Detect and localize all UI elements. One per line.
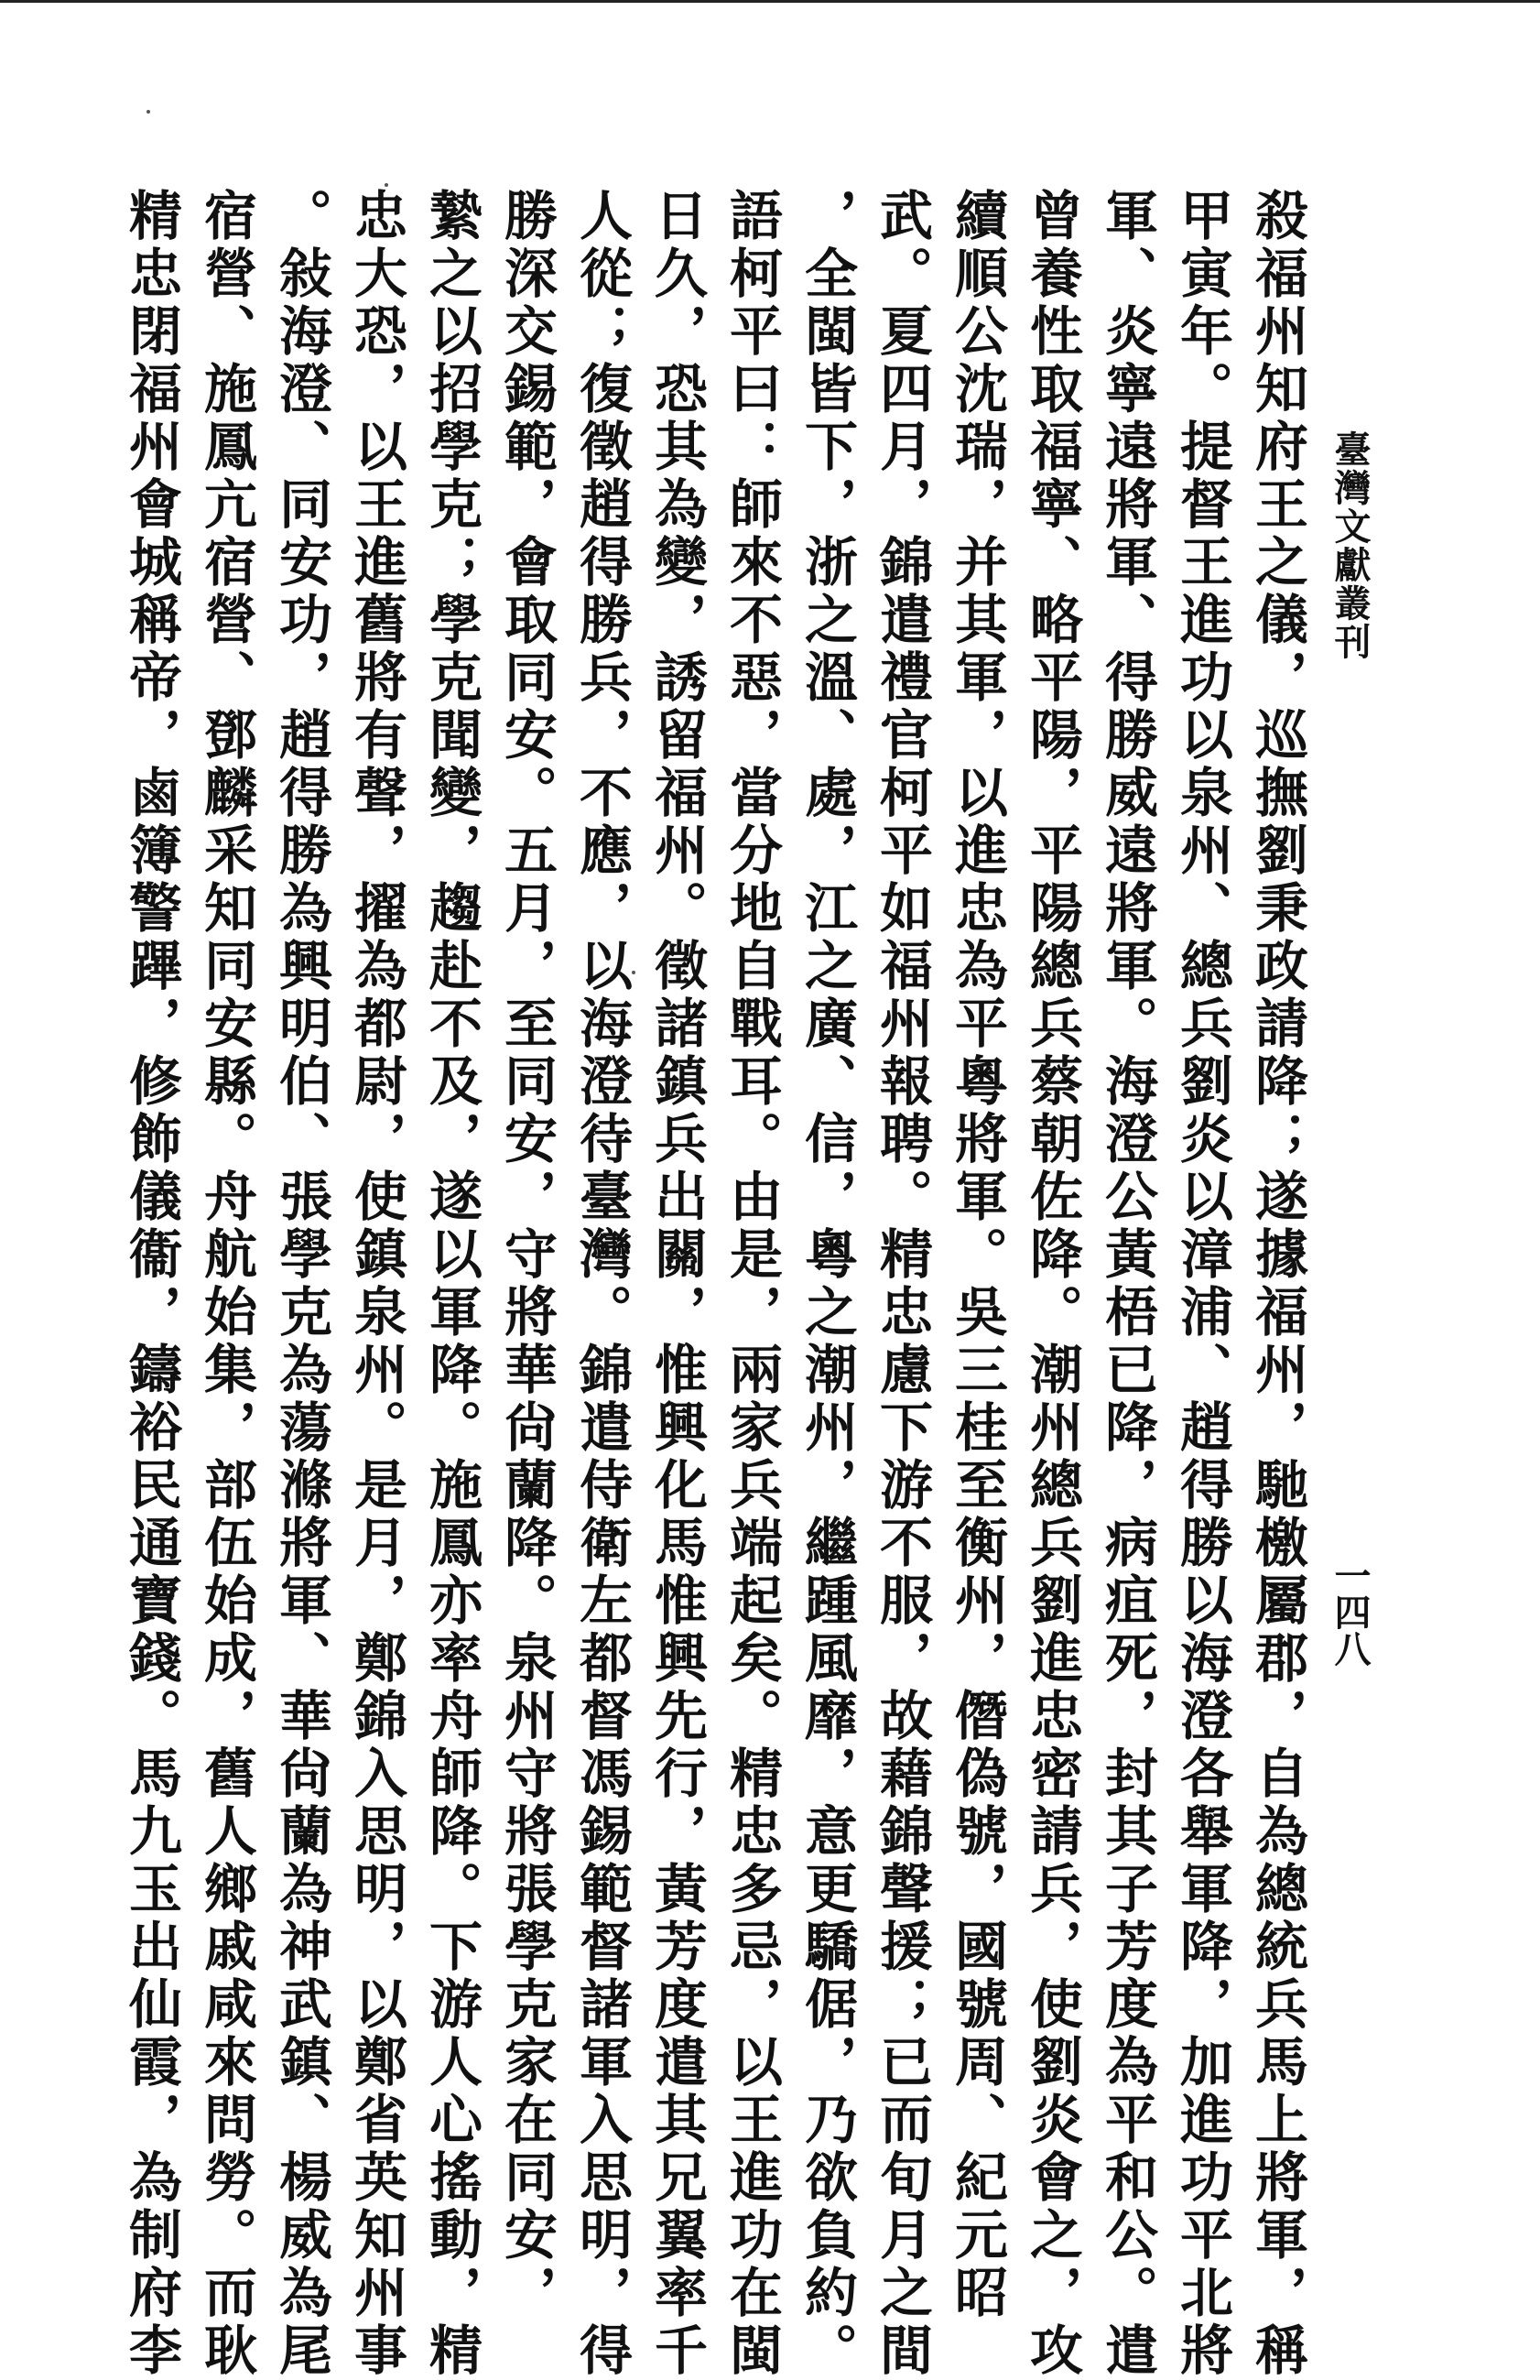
text-column: 武。夏四月，錦遣禮官柯平如福州報聘。精忠慮下游不服，故藉錦聲援；已而旬月之間: [871, 188, 933, 2380]
vertical-body-text: [114, 188, 1315, 2380]
text-column: 勝深交錫範，會取同安。五月，至同安，守將華尙蘭降。泉州守將張學克家在同安，: [495, 188, 558, 2322]
text-column: 甲寅年。提督王進功以泉州、總兵劉炎以漳浦、趙得勝以海澄各舉軍降，加進功平北將: [1171, 188, 1233, 2380]
text-column: ，全閩皆下，浙之溫、處，江之廣、信，粵之潮州，繼踵風靡，意更驕倨，乃欲負約。: [796, 188, 858, 2380]
text-column: 縶之以招學克；學克聞變，趨赴不及，遂以軍降。施鳳亦率舟師降。下游人心搖動，精: [420, 188, 483, 2380]
text-column: 語柯平曰：師來不惡，當分地自戰耳。由是，兩家兵端起矣。精忠多忌，以王進功在閩: [721, 188, 783, 2380]
print-speck: [146, 110, 150, 114]
text-column: 續順公沈瑞，并其軍，以進忠為平粵將軍。吳三桂至衡州，僭偽號，國號周、紀元昭: [946, 188, 1008, 2322]
top-border-line: [0, 0, 1540, 3]
text-column: 。敍海澄、同安功，趙得勝為興明伯、張學克為蕩滌將軍、華尙蘭為神武鎮、楊威為尾: [270, 188, 332, 2380]
page-header-title: 臺灣文獻叢刊: [1329, 430, 1372, 661]
text-column: 人從；復徵趙得勝兵，不應，以海澄待臺灣。錦遣侍衛左都督馮錫範督諸軍入思明，得: [570, 188, 633, 2380]
text-column: 精忠閉福州會城稱帝，鹵簿警蹕，修飾儀衞，鑄裕民通寶錢。馬九玉出仙霞，為制府李: [120, 188, 182, 2380]
text-column: 殺福州知府王之儀，巡撫劉秉政請降；遂據福州，馳檄屬郡，自為總統兵馬上將軍，稱: [1246, 188, 1308, 2380]
print-speck: [385, 183, 388, 187]
text-column: 日久，恐其為變，誘留福州。徵諸鎮兵出關，惟興化馬惟興先行，黃芳度遣其兄翼率千: [645, 188, 708, 2380]
page-number: 一四八: [1329, 1557, 1372, 1667]
text-column: 曾養性取福寧、略平陽，平陽總兵蔡朝佐降。潮州總兵劉進忠密請兵，使劉炎會之，攻: [1021, 188, 1083, 2380]
text-column: 軍、炎寧遠將軍、得勝威遠將軍。海澄公黃梧已降，病疽死，封其子芳度為平和公。遣: [1096, 188, 1158, 2380]
text-column: 宿營、施鳳亢宿營、鄧麟采知同安縣。舟航始集，部伍始成，舊人鄉戚咸來問勞。而耿: [195, 188, 257, 2380]
text-column: 忠大恐，以王進舊將有聲，擢為都尉，使鎮泉州。是月，鄭錦入思明，以鄭省英知州事: [345, 188, 407, 2380]
